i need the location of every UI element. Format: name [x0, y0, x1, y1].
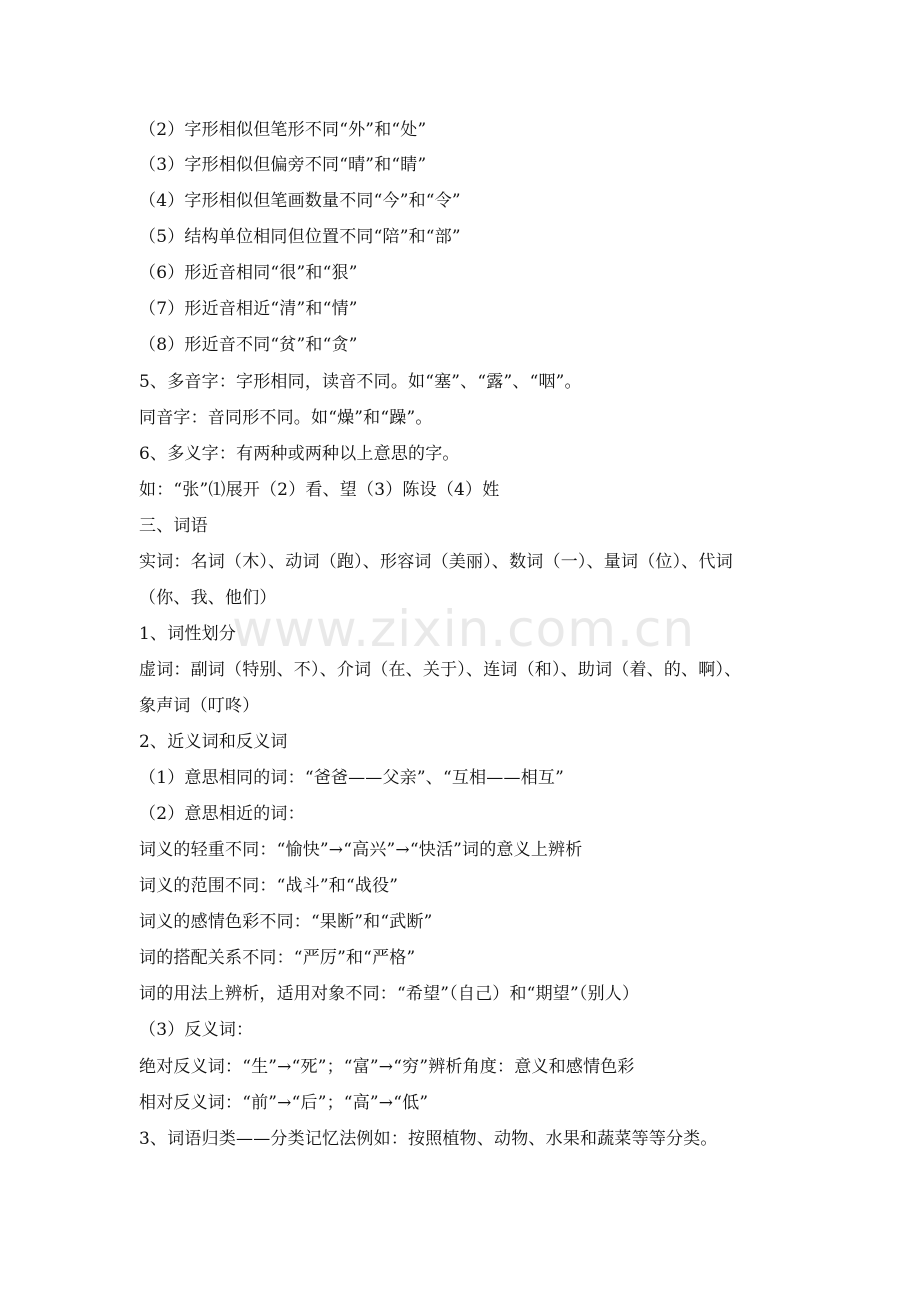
text-line: （你、我、他们）	[139, 588, 277, 608]
text-line: 6、多义字：有两种或两种以上意思的字。	[139, 444, 460, 464]
text-line: （6）形近音相同“很”和“狠”	[139, 263, 358, 283]
text-line: 绝对反义词：“生”→“死”；“富”→“穷”辨析角度：意义和感情色彩	[139, 1057, 635, 1077]
section-heading: 三、词语	[139, 516, 208, 536]
text-line: 词义的范围不同：“战斗”和“战役”	[139, 876, 399, 896]
text-line: （3）字形相似但偏旁不同“晴”和“睛”	[139, 155, 427, 175]
text-line: 虚词：副词（特别、不）、介词（在、关于）、连词（和）、助词（着、的、啊）、	[139, 660, 742, 680]
text-line: （2）字形相似但笔形不同“外”和“处”	[139, 120, 427, 140]
watermark: www.zixin.com.cn	[232, 600, 696, 658]
text-line: 同音字：音同形不同。如“燥”和“躁”。	[139, 408, 433, 428]
text-line: （3）反义词：	[139, 1020, 254, 1040]
text-line: 词的搭配关系不同：“严厉”和“严格”	[139, 948, 416, 968]
text-line: （1）意思相同的词：“爸爸——父亲”、“互相——相互”	[139, 768, 564, 788]
text-line: （7）形近音相近“清”和“情”	[139, 299, 358, 319]
text-line: 象声词（叮咚）	[139, 696, 260, 716]
text-line: 2、近义词和反义词	[139, 732, 288, 752]
text-line: （8）形近音不同“贫”和“贪”	[139, 335, 358, 355]
text-line: 词的用法上辨析，适用对象不同：“希望”（自己）和“期望”（别人）	[139, 984, 640, 1004]
text-line: 词义的轻重不同：“愉快”→“高兴”→“快活”词的意义上辨析	[139, 840, 583, 860]
text-line: 词义的感情色彩不同：“果断”和“武断”	[139, 912, 433, 932]
text-line: （4）字形相似但笔画数量不同“今”和“令”	[139, 191, 461, 211]
text-line: 相对反义词：“前”→“后”；“高”→“低”	[139, 1093, 429, 1113]
text-line: 实词：名词（木）、动词（跑）、形容词（美丽）、数词（一）、量词（位）、代词	[139, 552, 733, 572]
text-line: （2）意思相近的词：	[139, 804, 305, 824]
text-line: 1、词性划分	[139, 624, 237, 644]
text-line: 5、多音字：字形相同，读音不同。如“塞”、“露”、“咽”。	[139, 372, 582, 392]
text-line: （5）结构单位相同但位置不同“陪”和“部”	[139, 227, 461, 247]
text-line: 如：“张”⑴展开（2）看、望（3）陈设（4）姓	[139, 480, 500, 500]
text-line: 3、词语归类——分类记忆法例如：按照植物、动物、水果和蔬菜等等分类。	[139, 1129, 718, 1149]
